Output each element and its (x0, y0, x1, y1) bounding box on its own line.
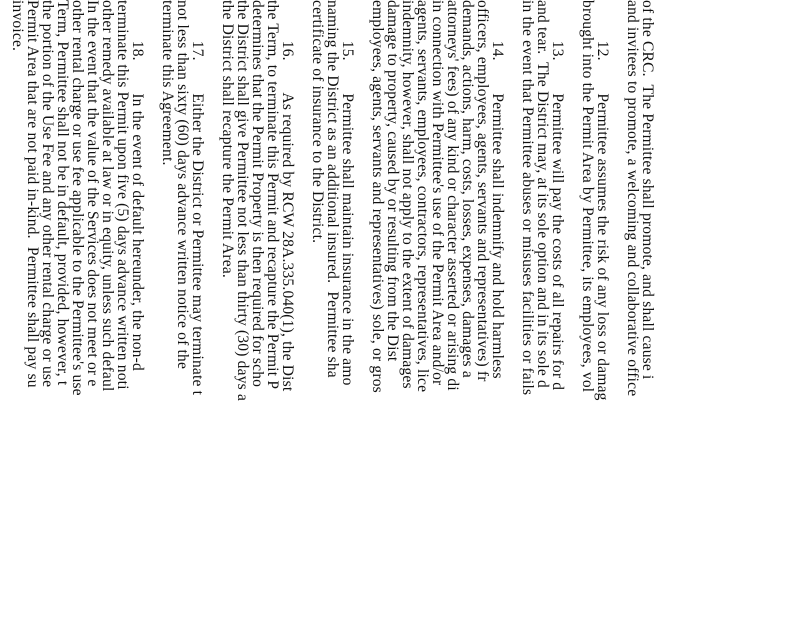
text-line: 12. Permittee assumes the risk of any loss or damag (594, 0, 611, 401)
text-line: certificate of insurance to the District. (309, 0, 326, 244)
text-line: 14. Permittee shall indemnify and hold harmless (489, 0, 506, 379)
text-line: and tear. The District may, at its sole option and in its sole d (534, 0, 551, 388)
text-line: Term, Permittee shall not be in default, provided, however, t (54, 0, 71, 386)
text-line: 13. Permittee will pay the costs of all repairs for d (549, 0, 566, 391)
text-line: agents, servants, employees, contractors, representatives, lice (414, 0, 431, 393)
text-line: naming the District as an additional insured. Permittee sha (324, 0, 341, 378)
text-line: not less than sixty (60) days advance written notice of the (174, 0, 191, 370)
text-line: terminate this Permit upon five (5) days advance written noti (114, 0, 131, 390)
text-line: the District shall recapture the Permit Area. (219, 0, 236, 279)
text-line: In the event that the value of the Services does not meet or e (84, 0, 101, 387)
text-line: damage to property, caused by or resulting from the Dist (384, 0, 401, 362)
text-line: the District shall give Permittee not less than thirty (30) days a (234, 0, 251, 402)
text-line: the portion of the Use Fee and any other rental charge or use (39, 0, 56, 388)
text-line: 16. As required by RCW 28A.335.040(1), the Dist (279, 0, 296, 392)
text-line: brought into the Permit Area by Permittee, its employees, vol (579, 0, 596, 393)
text-line: 15. Permittee shall maintain insurance in the amo (339, 0, 356, 386)
text-line: demands, actions, harm, costs, losses, expenses, damages a (459, 0, 476, 378)
text-line: determines that the Permit Property is then required for scho (249, 0, 266, 388)
text-line: and invitees to promote, a welcoming and collaborative office (624, 0, 641, 397)
text-line: in the event that Permittee abuses or misuses facilities or fails (519, 0, 536, 396)
text-line: other rental charge or use fee applicable to the Permittee's use (69, 0, 86, 396)
text-line: invoice. (9, 0, 26, 52)
text-line: 17. Either the District or Permittee may terminate t (189, 0, 206, 396)
text-line: 18. In the event of default hereunder, the non-d (129, 0, 146, 371)
text-line: in connection with Permittee's use of the Permit Area and/or (429, 0, 446, 386)
text-line: the Term, to terminate this Permit and recapture the Permit P (264, 0, 281, 390)
text-line: Permit Area that are not paid in-kind. Permittee shall pay su (24, 0, 41, 388)
text-line: employees, agents, servants and representatives) sole, or gros (369, 0, 386, 393)
text-line: officers, employees, agents, servants and representatives) fr (474, 0, 491, 382)
text-line: attorneys' fees) of any kind or character asserted or arising di (444, 0, 461, 391)
text-line: terminate this Agreement. (159, 0, 176, 166)
text-line: of the CRC. The Permittee shall promote, and shall cause i (639, 0, 656, 380)
text-line: other remedy available at law or in equity, unless such defaul (99, 0, 116, 392)
text-line: indemnity, however, shall not apply to the extent of damages (399, 0, 416, 389)
